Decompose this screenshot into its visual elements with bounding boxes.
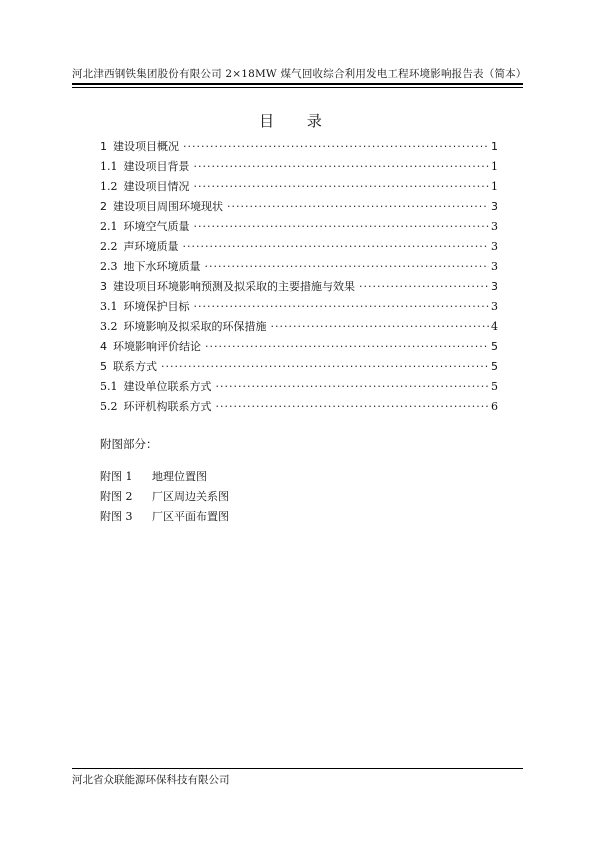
toc-leader-dots — [194, 160, 490, 173]
toc-entry[interactable] — [100, 178, 498, 198]
toc-entry-title: 建设项目背景 — [123, 160, 190, 173]
header-rule-thin — [72, 87, 523, 88]
toc-entry-page: 1 — [491, 140, 498, 153]
appendix-item-title: 地理位置图 — [152, 470, 207, 483]
appendix-item-label: 附图 3 — [100, 510, 133, 523]
toc-entry-number: 5.2 — [100, 400, 118, 413]
appendix-item-label: 附图 1 — [100, 470, 133, 483]
toc-entry-page: 3 — [491, 220, 498, 233]
toc-entry-title: 建设项目概况 — [113, 140, 179, 153]
toc-entry-number: 2 — [100, 200, 107, 213]
toc-entry-page: 4 — [491, 320, 498, 333]
appendix-item[interactable] — [100, 488, 229, 508]
toc-entry[interactable] — [100, 138, 498, 158]
toc-entry[interactable] — [100, 338, 498, 358]
appendix-title: 附图部分： — [100, 437, 158, 451]
toc-entry[interactable] — [100, 378, 498, 398]
toc-leader-dots — [194, 180, 490, 193]
toc-entry-number: 2.2 — [100, 240, 118, 253]
toc-leader-dots — [205, 340, 489, 353]
toc-entry-page: 5 — [491, 360, 498, 373]
toc-entry-number: 1.2 — [100, 180, 118, 193]
toc-entry-number: 2.3 — [100, 260, 118, 273]
toc-entry-page: 3 — [491, 280, 498, 293]
toc-entry[interactable] — [100, 258, 498, 278]
toc-leader-dots — [227, 200, 489, 213]
toc-leader-dots — [183, 240, 490, 253]
toc-entry-page: 5 — [491, 340, 498, 353]
toc-entry[interactable] — [100, 218, 498, 238]
toc-entry-title: 环境影响及拟采取的环保措施 — [123, 320, 267, 333]
appendix-item[interactable] — [100, 508, 229, 528]
toc-entry-page: 5 — [491, 380, 498, 393]
toc-entry[interactable] — [100, 318, 498, 338]
toc-entry[interactable] — [100, 278, 498, 298]
toc-entry-title: 环境影响评价结论 — [113, 340, 201, 353]
appendix-item-title: 厂区周边关系图 — [152, 490, 229, 503]
toc-leader-dots — [271, 320, 490, 333]
toc-entry-title: 声环境质量 — [123, 240, 179, 253]
toc-entry-page: 1 — [491, 180, 498, 193]
toc-entry-page: 1 — [491, 160, 498, 173]
toc-entry-title: 地下水环境质量 — [123, 260, 201, 273]
toc-entry-number: 1 — [100, 140, 107, 153]
toc-entry[interactable] — [100, 238, 498, 258]
appendix-item-label: 附图 2 — [100, 490, 133, 503]
header-rule — [72, 83, 523, 85]
toc-entry-number: 3.1 — [100, 300, 118, 313]
toc-entry[interactable] — [100, 358, 498, 378]
toc-leader-dots — [183, 140, 489, 153]
toc-entry[interactable] — [100, 398, 498, 418]
toc-entry-title: 建设项目周围环境现状 — [113, 200, 223, 213]
toc-entry-number: 3.2 — [100, 320, 118, 333]
toc-entry-number: 5 — [100, 360, 107, 373]
toc-entry-page: 3 — [491, 240, 498, 253]
toc-entry-number: 5.1 — [100, 380, 118, 393]
toc-entry-title: 环评机构联系方式 — [123, 400, 212, 413]
toc-entry-title: 建设项目情况 — [123, 180, 190, 193]
toc-leader-dots — [205, 260, 490, 273]
toc-entry-title: 建设项目环境影响预测及拟采取的主要措施与效果 — [113, 280, 355, 293]
toc-leader-dots — [359, 280, 489, 293]
footer-company: 河北省众联能源环保科技有限公司 — [72, 774, 230, 786]
appendix-item[interactable] — [100, 468, 229, 488]
table-of-contents — [100, 138, 498, 418]
toc-entry-number: 1.1 — [100, 160, 118, 173]
toc-title: 目 录 — [259, 112, 336, 130]
toc-leader-dots — [216, 400, 490, 413]
toc-entry-title: 环境空气质量 — [123, 220, 190, 233]
toc-entry-page: 3 — [491, 200, 498, 213]
toc-leader-dots — [194, 220, 490, 233]
toc-entry-title: 联系方式 — [113, 360, 157, 373]
running-header: 河北津西钢铁集团股份有限公司 2×18MW 煤气回收综合利用发电工程环境影响报告表（简本） — [72, 68, 527, 80]
toc-leader-dots — [161, 360, 489, 373]
toc-entry-title: 建设单位联系方式 — [123, 380, 212, 393]
toc-entry-page: 6 — [491, 400, 498, 413]
toc-entry-number: 4 — [100, 340, 107, 353]
toc-entry-page: 3 — [491, 260, 498, 273]
toc-leader-dots — [194, 300, 490, 313]
appendix-list — [100, 468, 229, 528]
toc-entry-title: 环境保护目标 — [123, 300, 190, 313]
footer-rule — [72, 768, 523, 769]
toc-entry[interactable] — [100, 298, 498, 318]
toc-entry-page: 3 — [491, 300, 498, 313]
toc-entry-number: 3 — [100, 280, 107, 293]
toc-entry[interactable] — [100, 198, 498, 218]
toc-entry[interactable] — [100, 158, 498, 178]
appendix-item-title: 厂区平面布置图 — [152, 510, 229, 523]
toc-leader-dots — [216, 380, 490, 393]
toc-entry-number: 2.1 — [100, 220, 118, 233]
